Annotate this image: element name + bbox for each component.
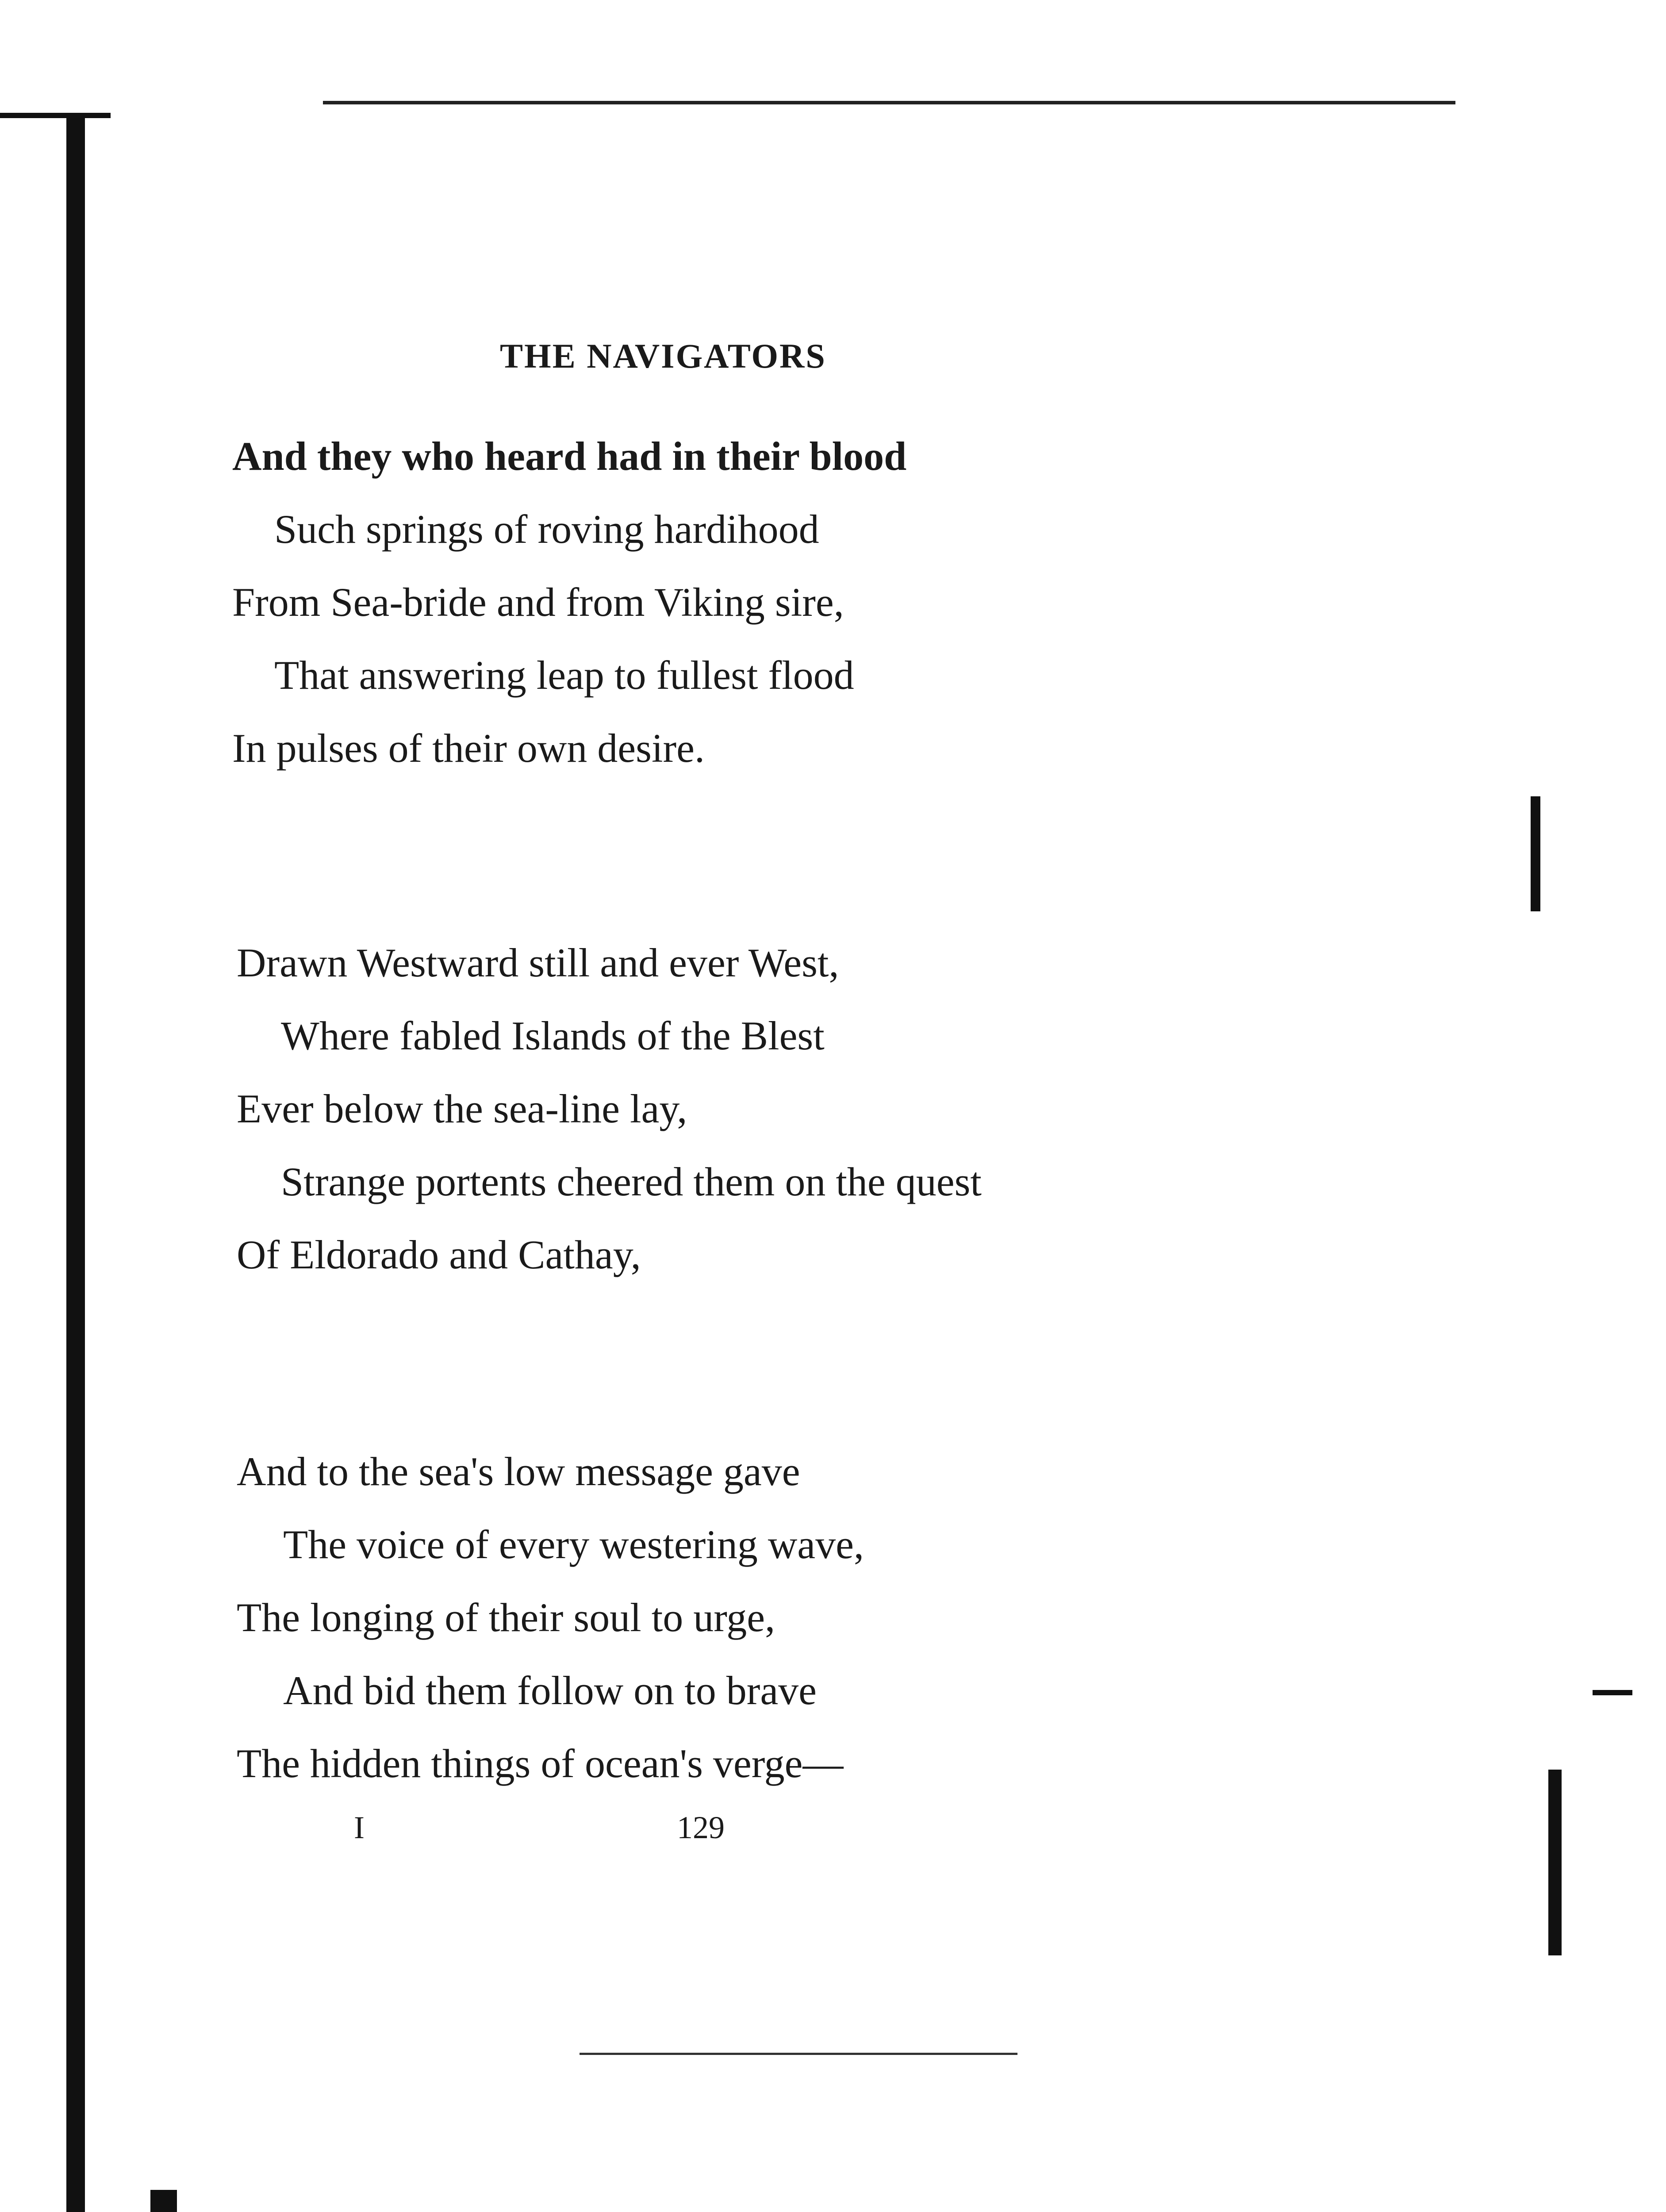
verse-line: The voice of every westering wave,	[283, 1522, 864, 1567]
verse-line: And to the sea's low message gave	[237, 1449, 800, 1494]
bottom-rule	[580, 2053, 1017, 2055]
right-edge-noise	[1531, 796, 1540, 911]
poem-title: THE NAVIGATORS	[500, 337, 826, 375]
verse-line: The hidden things of ocean's verge—	[237, 1741, 844, 1786]
verse-line: And bid them follow on to brave	[283, 1668, 817, 1713]
verse-line: In pulses of their own desire.	[232, 726, 705, 771]
verse-line: That answering leap to fullest flood	[274, 653, 854, 698]
top-rule	[323, 101, 1455, 104]
binding-edge	[66, 113, 85, 2212]
verse-line: The longing of their soul to urge,	[237, 1595, 775, 1640]
verse-line: From Sea-bride and from Viking sire,	[232, 580, 844, 625]
right-edge-noise-2	[1548, 1770, 1562, 1955]
verse-line: Where fabled Islands of the Blest	[281, 1013, 825, 1058]
binding-edge-top	[0, 113, 111, 118]
right-edge-tick	[1593, 1690, 1632, 1695]
page-number: 129	[677, 1810, 725, 1845]
verse-line: And they who heard had in their blood	[232, 434, 907, 479]
verse-line: Strange portents cheered them on the quest	[281, 1159, 982, 1204]
verse-line: Such springs of roving hardihood	[274, 507, 819, 552]
verse-line: Ever below the sea-line lay,	[237, 1086, 687, 1131]
verse-line: Of Eldorado and Cathay,	[237, 1232, 641, 1277]
verse-line: Drawn Westward still and ever West,	[237, 940, 839, 985]
binding-edge-bottom	[150, 2190, 177, 2212]
signature-mark: I	[354, 1810, 365, 1845]
